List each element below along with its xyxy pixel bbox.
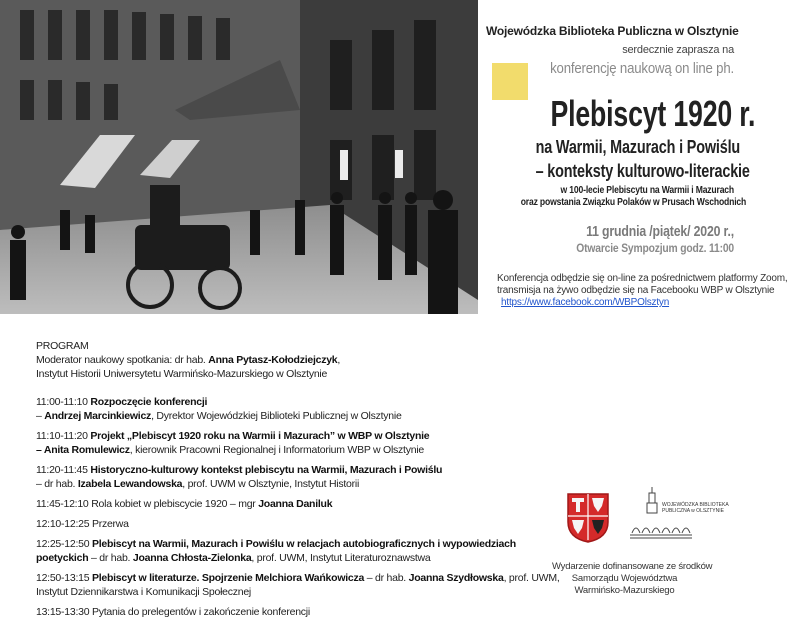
- item-time: 11:00-11:10: [36, 396, 91, 408]
- sponsor-line-3: Warmińsko-Mazurskiego: [574, 585, 675, 596]
- program-heading: PROGRAM: [36, 340, 89, 352]
- item-time: 12:50-13:15: [36, 572, 92, 584]
- opening-time: Otwarcie Sympozjum godz. 11:00: [576, 241, 734, 255]
- item-time: 13:15-13:30: [36, 606, 92, 618]
- item-time: 11:45-12:10: [36, 498, 92, 510]
- facebook-link[interactable]: https://www.facebook.com/WBPOlsztyn: [501, 297, 670, 308]
- invitation-text: serdecznie zaprasza na: [622, 44, 734, 56]
- item-topic: Projekt „Plebiscyt 1920 roku na Warmii i Mazurach” w WBP w Olsztynie: [90, 430, 430, 442]
- event-title: Plebiscyt 1920 r.: [550, 93, 756, 134]
- sponsor-line-1: Wydarzenie dofinansowane ze środków: [552, 561, 713, 572]
- item-speaker-line: [36, 477, 536, 491]
- program-item: [36, 497, 536, 511]
- item-time: 12:10-12:25: [36, 518, 92, 530]
- anniversary-line-1: w 100-lecie Plebiscytu na Warmii i Mazurach: [560, 185, 734, 196]
- speaker-prefix: –: [36, 410, 45, 422]
- speaker-prefix: –: [36, 444, 44, 456]
- speaker-name: Anita Romulewicz: [43, 444, 130, 456]
- sponsor-line-2: Samorządu Województwa: [571, 573, 678, 584]
- conference-line: [486, 59, 734, 79]
- item-speaker-line: [36, 443, 536, 457]
- item-speaker-line: [36, 409, 536, 423]
- item-text: Przerwa: [91, 518, 129, 530]
- item-topic: Plebiscyt na Warmii, Mazurach i Powiślu w relacjach autobiograficznych i wypowiedziach: [91, 538, 516, 550]
- library-logo-line-1: WOJEWÓDZKA BIBLIOTEKA: [662, 502, 729, 508]
- online-info-line-1: Konferencja odbędzie się on-line za pośrednictwem platformy Zoom,: [497, 273, 788, 284]
- item-time: 12:25-12:50: [36, 538, 92, 550]
- item-text: Pytania do prelegentów i zakończenie konferencji: [91, 606, 310, 618]
- speaker-prefix: – dr hab.: [36, 478, 78, 490]
- program-section: [36, 339, 560, 619]
- item-topic: Plebiscyt w literaturze. Spojrzenie Melchiora Wańkowicza: [91, 572, 365, 584]
- speaker-name: Andrzej Marcinkiewicz: [44, 410, 152, 422]
- speaker-role: , Dyrektor Wojewódzkiej Biblioteki Publicznej w Olsztynie: [151, 410, 402, 422]
- online-info: [497, 273, 788, 309]
- speaker-role: , kierownik Pracowni Regionalnej i Informatorium WBP w Olsztynie: [129, 444, 424, 456]
- speaker-name: Joanna Daniluk: [258, 498, 333, 510]
- organizer-name: Wojewódzka Biblioteka Publiczna w Olsztynie: [486, 24, 739, 38]
- historical-street-photo: [0, 0, 478, 314]
- speaker-role: , prof. UWM, Instytut Literaturoznawstwa: [251, 552, 431, 564]
- event-header: [486, 24, 756, 256]
- program-item: [36, 605, 536, 619]
- speaker-name: Joanna Chłosta-Zielonka: [132, 552, 252, 564]
- program-item: [36, 429, 536, 443]
- item-speaker-line: [36, 551, 536, 565]
- moderator-line: [36, 353, 536, 367]
- speaker-prefix: – dr hab.: [364, 572, 409, 584]
- moderator-suffix: ,: [337, 354, 341, 366]
- moderator-name: Anna Pytasz-Kołodziejczyk: [208, 354, 338, 366]
- speaker-role: , prof. UWM w Olsztynie, Instytut Historii: [182, 478, 360, 490]
- program-item: [36, 571, 560, 585]
- item-topic-cont: poetyckich: [36, 552, 89, 564]
- program-item: [36, 463, 536, 477]
- speaker-prefix: – dr hab.: [88, 552, 133, 564]
- item-time: 11:10-11:20: [36, 430, 91, 442]
- speaker-name: Izabela Lewandowska: [77, 478, 183, 490]
- event-date: 11 grudnia /piątek/ 2020 r.,: [586, 223, 734, 240]
- moderator-prefix: Moderator naukowy spotkania: dr hab.: [36, 354, 209, 366]
- library-logo-line-2: PUBLICZNA w OLSZTYNIE: [662, 508, 724, 514]
- sponsor-note: [552, 561, 713, 597]
- speaker-role: , prof. UWM,: [503, 572, 560, 584]
- program-item: [36, 537, 536, 551]
- event-subtitle-2: – konteksty kulturowo-literackie: [535, 161, 750, 181]
- speaker-name: Joanna Szydłowska: [408, 572, 504, 584]
- item-text: Rola kobiet w plebiscycie 1920 – mgr: [91, 498, 259, 510]
- library-logo: [626, 487, 729, 545]
- item-topic: Historyczno-kulturowy kontekst plebiscytu na Warmii, Mazurach i Powiślu: [90, 464, 443, 476]
- voivodeship-coat-of-arms-icon: [566, 492, 610, 544]
- event-subtitle-1: na Warmii, Mazurach i Powiślu: [535, 137, 741, 157]
- anniversary-line-2: oraz powstania Związku Polaków w Prusach Wschodnich: [520, 197, 747, 208]
- item-time: 11:20-11:45: [36, 464, 91, 476]
- online-info-line-2: transmisja na żywo odbędzie się na Facebooku WBP w Olsztynie: [497, 285, 775, 296]
- conference-type: konferencję naukową on line ph.: [550, 60, 734, 77]
- item-topic: Rozpoczęcie konferencji: [90, 396, 208, 408]
- moderator-institute: Instytut Historii Uniwersytetu Warmińsko-Mazurskiego w Olsztynie: [36, 368, 328, 380]
- item-speaker-line: Instytut Dziennikarstwa i Komunikacji Społecznej: [36, 586, 252, 598]
- program-item: [36, 395, 536, 409]
- program-item: [36, 517, 536, 531]
